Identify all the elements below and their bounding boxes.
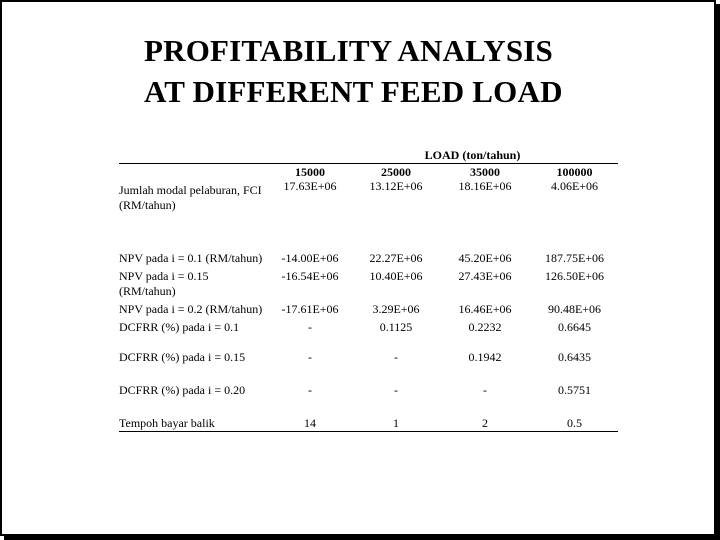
table-row [119,416,618,432]
table-row [119,266,618,299]
table-cell: - [308,320,312,334]
row-label: DCFRR (%) pada i = 0.1 [119,320,240,334]
table-cell: 45.20E+06 [458,251,512,265]
table-cell: - [308,383,312,397]
row-label: DCFRR (%) pada i = 0.15 [119,350,246,364]
table-cell: - [394,350,398,364]
table-cell: 16.46E+06 [458,302,512,316]
table-cell: 0.1125 [379,320,413,334]
row-label: DCFRR (%) pada i = 0.20 [119,383,246,397]
load-group-header: LOAD (ton/tahun) [424,148,521,162]
title-line-1: PROFITABILITY ANALYSIS [144,33,553,68]
header-row [119,164,618,229]
table-cell: 27.43E+06 [458,269,512,283]
table-cell: 4.06E+06 [550,179,599,193]
table-cell: 126.50E+06 [544,269,605,283]
table-cell: 2 [439,416,531,432]
table-cell: 0.2232 [468,320,502,334]
table-cell: 17.63E+06 [283,179,337,193]
row-label: NPV pada i = 0.1 (RM/tahun) [119,251,263,265]
table-cell: 0.5 [531,416,618,432]
table-cell: -17.61E+06 [281,302,339,316]
title-line-2: AT DIFFERENT FEED LOAD [144,74,563,109]
load-cell [353,164,439,229]
table-row [119,299,618,317]
table-cell: - [483,383,487,397]
load-cell [439,164,531,229]
table-row [119,228,618,266]
table-cell: -14.00E+06 [281,251,339,265]
table-row [119,383,618,416]
table-row [119,317,618,350]
table-cell: 0.1942 [468,350,502,364]
table-cell: 187.75E+06 [544,251,605,265]
table-cell: - [308,350,312,364]
row-label: NPV pada i = 0.2 (RM/tahun) [119,302,263,316]
table-cell: - [394,383,398,397]
table-cell: 0.6435 [558,350,591,364]
table-cell: 3.29E+06 [372,302,420,316]
load-header: 25000 [381,165,411,179]
load-header: 15000 [295,165,325,179]
table-cell: 0.6645 [558,320,591,334]
load-header: 100000 [556,165,593,179]
table-cell: 0.5751 [558,383,591,397]
table-row [119,350,618,383]
load-cell [267,164,353,229]
table-cell: 10.40E+06 [369,269,423,283]
table-cell: 90.48E+06 [547,302,602,316]
load-cell [531,164,618,229]
row-label: Jumlah modal pelaburan, FCI (RM/tahun) [119,164,267,229]
table-cell: 22.27E+06 [369,251,423,265]
group-header-row [119,147,618,164]
slide-title [144,30,563,112]
load-header: 35000 [470,165,500,179]
table-cell: 13.12E+06 [369,179,423,193]
row-label: NPV pada i = 0.15 (RM/tahun) [119,269,209,298]
table-cell: 1 [353,416,439,432]
row-label: Tempoh bayar balik [119,416,267,432]
table-cell: 14 [267,416,353,432]
profitability-table [119,147,618,432]
table-cell: -16.54E+06 [281,269,339,283]
table-cell: 18.16E+06 [458,179,512,193]
